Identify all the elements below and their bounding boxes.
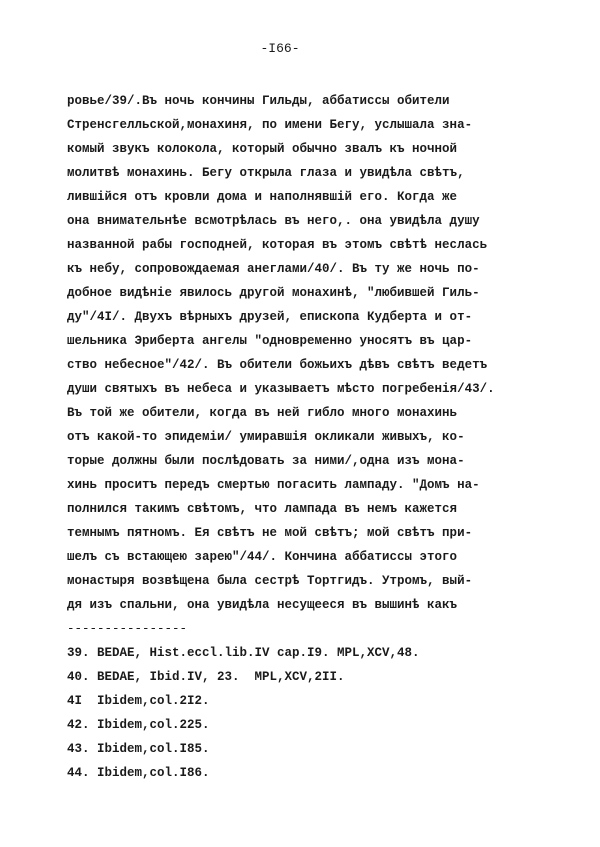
footnote: 40. BEDAE, Ibid.IV, 23. MPL,XCV,2II.: [67, 670, 345, 684]
footnote: 44. Ibidem,col.I86.: [67, 766, 210, 780]
text-line: лившійся отъ кровли дома и наполнявшій его. Когда же: [67, 190, 458, 204]
text-line: къ небу, сопровождаемая анеглами/40/. Въ ту же ночь по-: [67, 262, 480, 276]
footnote: 4I Ibidem,col.2I2.: [67, 694, 210, 708]
footnote: 39. BEDAE, Hist.eccl.lib.IV cap.I9. MPL,XCV,48.: [67, 646, 420, 660]
footnote: 43. Ibidem,col.I85.: [67, 742, 210, 756]
text-line: добное видѣніе явилось другой монахинѣ, "любившей Гиль-: [67, 286, 480, 300]
text-line: дя изъ спальни, она увидѣла несущееся въ вышинѣ какъ: [67, 598, 458, 612]
text-line: Стренсгелльской,монахиня, по имени Бегу, услышала зна-: [67, 118, 473, 132]
text-line: торые должны были послѣдовать за ними/,одна изъ мона-: [67, 454, 465, 468]
text-line: темнымъ пятномъ. Ея свѣтъ не мой свѣтъ; мой свѣтъ при-: [67, 526, 473, 540]
text-line: Въ той же обители, когда въ ней гибло много монахинь: [67, 406, 458, 420]
text-line: шельника Эриберта ангелы "одновременно уносятъ въ цар-: [67, 334, 473, 348]
text-line: полнился такимъ свѣтомъ, что лампада въ немъ кажется: [67, 502, 458, 516]
text-line: монастыря возвѣщена была сестрѣ Тортгидъ. Утромъ, вый-: [67, 574, 473, 588]
text-line: отъ какой-то эпидеміи/ умиравшія окликали живыхъ, ко-: [67, 430, 465, 444]
text-line: комый звукъ колокола, который обычно звалъ къ ночной: [67, 142, 458, 156]
footnote: 42. Ibidem,col.225.: [67, 718, 210, 732]
text-line: названной рабы господней, которая въ этомъ свѣтѣ неслась: [67, 238, 488, 252]
text-line: хинь проситъ передъ смертью погасить лампаду. "Домъ на-: [67, 478, 480, 492]
text-line: молитвѣ монахинь. Бегу открыла глаза и увидѣла свѣтъ,: [67, 166, 465, 180]
text-line: шелъ съ встающею зарею"/44/. Кончина аббатиссы этого: [67, 550, 458, 564]
text-line: ду"/4I/. Двухъ вѣрныхъ друзей, епископа Кудберта и от-: [67, 310, 473, 324]
footnotes: [67, 641, 495, 785]
footnote-separator: ----------------: [67, 622, 188, 636]
text-line: она внимательнѣе всмотрѣлась въ него,. она увидѣла душу: [67, 214, 480, 228]
text-line: ство небесное"/42/. Въ обители божьихъ дѣвъ свѣтъ ведетъ: [67, 358, 488, 372]
page-content: [67, 89, 495, 785]
text-line: души святыхъ въ небеса и указываетъ мѣсто погребенія/43/.: [67, 382, 495, 396]
page-number: -I66-: [260, 41, 300, 56]
text-line: ровье/39/.Въ ночь кончины Гильды, аббатиссы обители: [67, 94, 450, 108]
body-text: [67, 89, 495, 617]
